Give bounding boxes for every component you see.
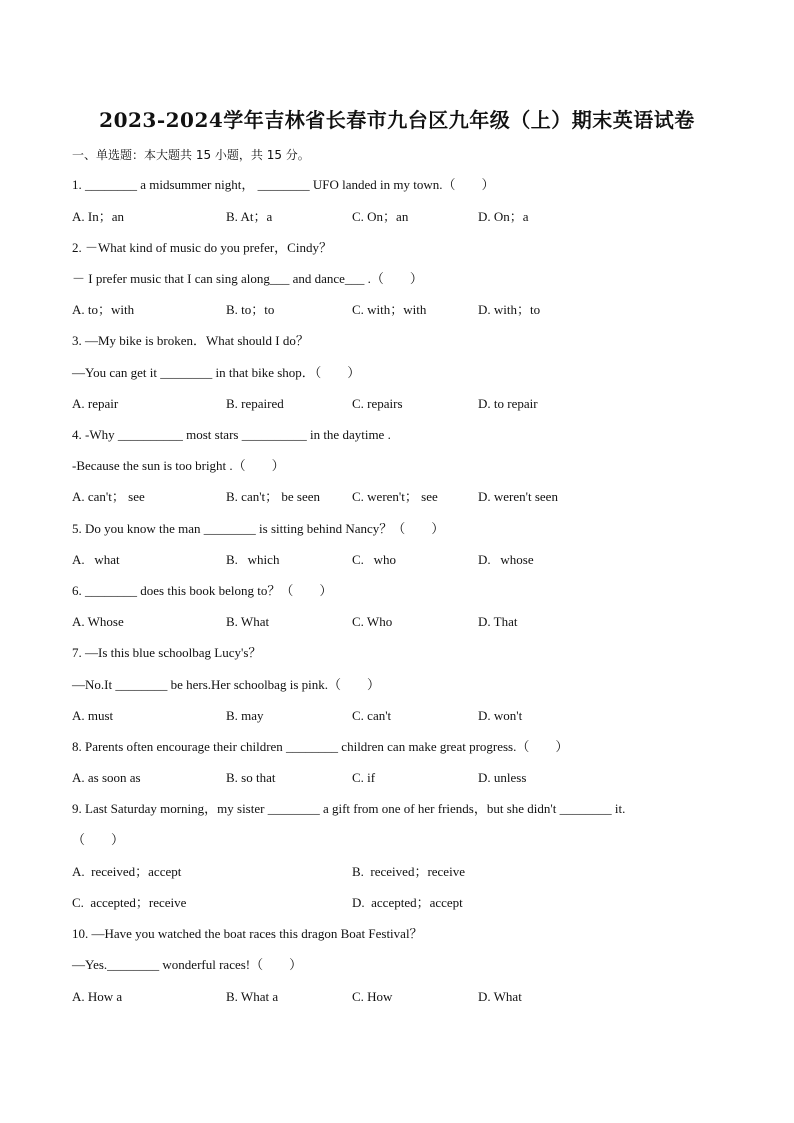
question-6-options	[72, 613, 722, 631]
question-9-option-a[interactable]: A. received；accept	[72, 864, 182, 879]
question-8-line-1: 8. Parents often encourage their children ________ children can make great progress.（ ）	[72, 739, 569, 754]
question-10-option-a[interactable]: A. How a	[72, 989, 123, 1004]
question-9-line-1: 9. Last Saturday morning，my sister ________ a gift from one of her friends，but she didn't ________ it.	[72, 801, 626, 816]
question-1-option-d[interactable]: D. On；a	[478, 209, 529, 224]
question-1-option-c[interactable]: C. On；an	[352, 209, 409, 224]
question-6-option-b[interactable]: B. What	[226, 614, 270, 629]
question-8-option-b[interactable]: B. so that	[226, 770, 276, 785]
question-4-line-1: 4. -Why __________ most stars __________ in the daytime .	[72, 427, 391, 442]
question-3-options	[72, 395, 722, 413]
question-1-option-a[interactable]: A. In；an	[72, 209, 124, 224]
question-5-option-a[interactable]: A. what	[72, 552, 120, 567]
question-6-option-c[interactable]: C. Who	[352, 614, 393, 629]
question-4-line-2: -Because the sun is too bright .（ ）	[72, 458, 285, 473]
question-1-options	[72, 208, 722, 226]
question-2-option-d[interactable]: D. with；to	[478, 302, 541, 317]
question-7-line-2: —No.It ________ be hers.Her schoolbag is pink.（ ）	[72, 677, 380, 692]
question-5-line-1: 5. Do you know the man ________ is sitting behind Nancy？（ ）	[72, 521, 445, 536]
question-4-option-d[interactable]: D. weren't seen	[478, 489, 558, 504]
question-6-line-1: 6. ________ does this book belong to？（ ）	[72, 583, 333, 598]
question-5-option-b[interactable]: B. which	[226, 552, 280, 567]
question-10-line-1: 10. —Have you watched the boat races this dragon Boat Festival？	[72, 926, 423, 941]
question-5-options	[72, 551, 722, 569]
question-4-option-c[interactable]: C. weren't； see	[352, 489, 438, 504]
question-2-option-b[interactable]: B. to；to	[226, 302, 275, 317]
question-3-option-b[interactable]: B. repaired	[226, 396, 284, 411]
question-9-options-row-2	[72, 894, 722, 912]
question-6-option-d[interactable]: D. That	[478, 614, 518, 629]
question-8-option-d[interactable]: D. unless	[478, 770, 527, 785]
question-7-options	[72, 707, 722, 725]
question-10-option-b[interactable]: B. What a	[226, 989, 279, 1004]
question-8-option-c[interactable]: C. if	[352, 770, 376, 785]
question-1-option-b[interactable]: B. At；a	[226, 209, 273, 224]
question-8-option-a[interactable]: A. as soon as	[72, 770, 141, 785]
question-2-option-a[interactable]: A. to；with	[72, 302, 135, 317]
question-7-option-a[interactable]: A. must	[72, 708, 114, 723]
question-10-line-2: —Yes.________ wonderful races!（ ）	[72, 957, 303, 972]
question-3-option-d[interactable]: D. to repair	[478, 396, 538, 411]
question-10-option-c[interactable]: C. How	[352, 989, 393, 1004]
question-7-line-1: 7. —Is this blue schoolbag Lucy's？	[72, 645, 262, 660]
page-title: 2023-2024学年吉林省长春市九台区九年级（上）期末英语试卷	[99, 108, 695, 132]
question-4-option-a[interactable]: A. can't； see	[72, 489, 145, 504]
question-4-options	[72, 488, 722, 506]
question-3-option-a[interactable]: A. repair	[72, 396, 119, 411]
question-7-option-b[interactable]: B. may	[226, 708, 264, 723]
question-9-line-2: （ ）	[72, 832, 125, 847]
question-3-line-2: —You can get it ________ in that bike shop．（ ）	[72, 365, 361, 380]
question-2-line-2: － I prefer music that I can sing along___ and dance___ .（ ）	[72, 271, 423, 286]
question-5-option-c[interactable]: C. who	[352, 552, 397, 567]
question-10-options	[72, 988, 722, 1006]
question-5-option-d[interactable]: D. whose	[478, 552, 534, 567]
question-2-option-c[interactable]: C. with；with	[352, 302, 427, 317]
question-4-option-b[interactable]: B. can't； be seen	[226, 489, 321, 504]
question-6-option-a[interactable]: A. Whose	[72, 614, 124, 629]
question-9-option-d[interactable]: D. accepted；accept	[352, 895, 463, 910]
question-1-line-1: 1. ________ a midsummer night， ________ UFO landed in my town.（ ）	[72, 177, 495, 192]
question-9-option-c[interactable]: C. accepted；receive	[72, 895, 187, 910]
question-2-options	[72, 301, 722, 319]
question-9-option-b[interactable]: B. received；receive	[352, 864, 465, 879]
question-2-line-1: 2. －What kind of music do you prefer，Cindy？	[72, 240, 332, 255]
question-8-options	[72, 769, 722, 787]
question-3-line-1: 3. —My bike is broken．What should I do？	[72, 333, 309, 348]
question-9-options-row-1	[72, 863, 722, 881]
question-10-option-d[interactable]: D. What	[478, 989, 522, 1004]
question-7-option-c[interactable]: C. can't	[352, 708, 392, 723]
section-heading: 一、单选题：本大题共 15 小题，共 15 分。	[72, 148, 310, 162]
question-7-option-d[interactable]: D. won't	[478, 708, 523, 723]
question-3-option-c[interactable]: C. repairs	[352, 396, 403, 411]
